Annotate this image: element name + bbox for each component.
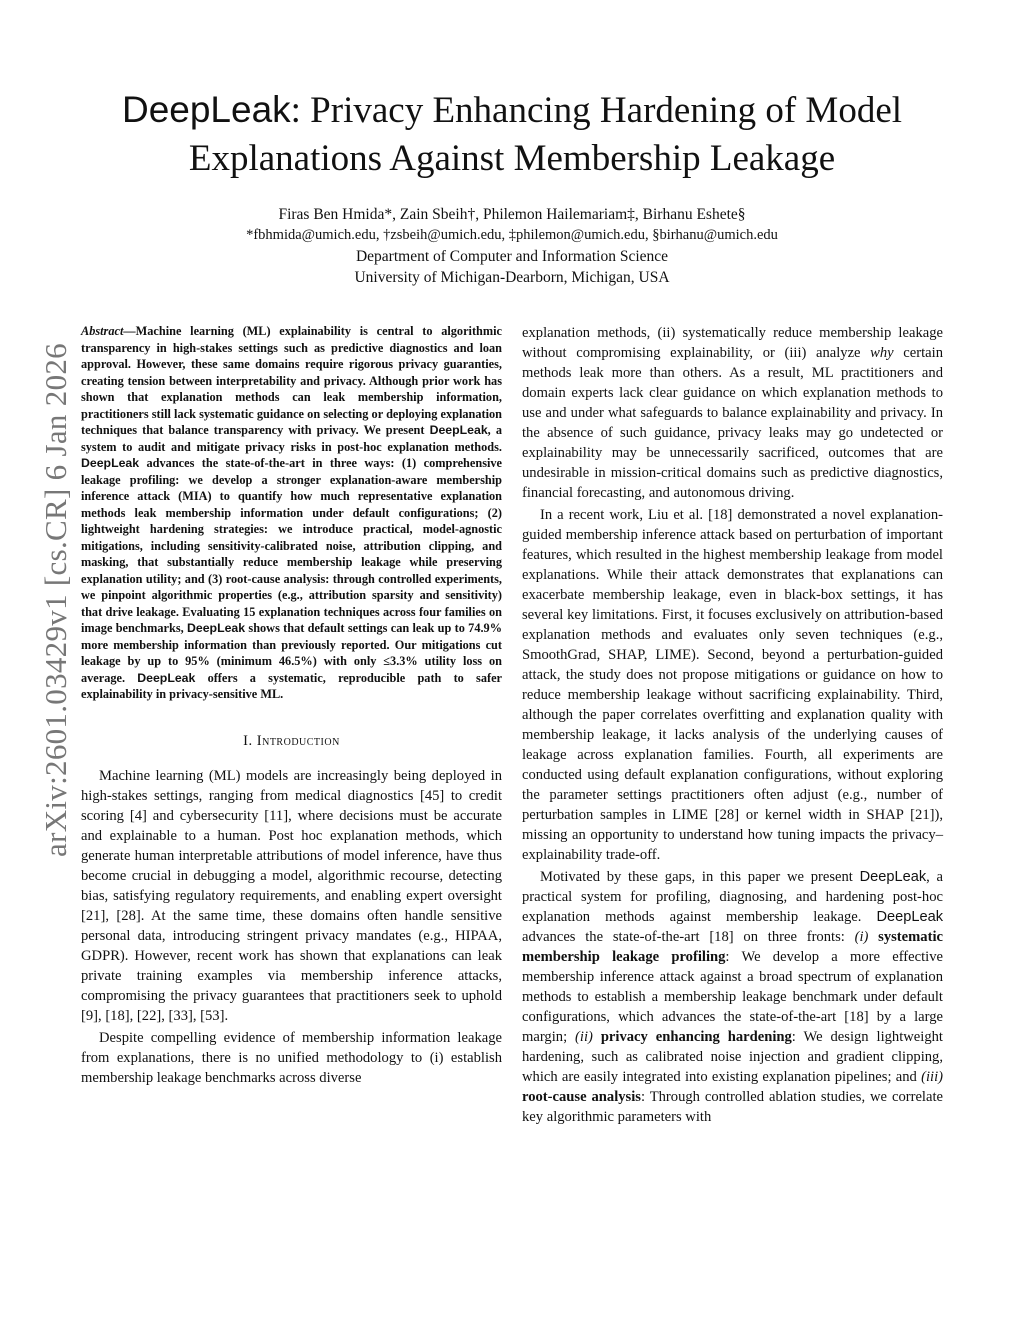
right-column — [522, 323, 943, 1127]
right-paragraph-1 — [522, 323, 943, 503]
arxiv-identifier-stamp: arXiv:2601.03429v1 [cs.CR] 6 Jan 2026 — [38, 343, 73, 857]
title-system-name: DeepLeak — [121, 89, 291, 130]
right-p3-text-d: : We develop a more effective membership inference attack against a broad spectrum of explanation methods to establish a membership leakage benchmark under default configurations, which advances the state-of-the-art [18] by a large margin; — [522, 949, 943, 1045]
abstract-label: Abstract— — [81, 324, 136, 338]
title-line2: Explanations Against Membership Leakage — [188, 138, 836, 179]
right-p1-emph: why — [870, 345, 894, 361]
right-p3-bold-1: systematic membership leakage profiling — [522, 929, 943, 965]
title-line1: : Privacy Enhancing Hardening of Model — [290, 90, 903, 131]
right-p3-text-b: , a practical system for profiling, diagnosing, and hardening post-hoc explanation methods against membership leakage. — [522, 869, 943, 925]
right-p3-bold-2: privacy enhancing hardening — [600, 1029, 792, 1045]
abstract-system-name: DeepLeak — [429, 423, 488, 437]
paper-title — [60, 86, 964, 183]
abstract-system-name: DeepLeak — [81, 456, 140, 470]
author-list: Firas Ben Hmida*, Zain Sbeih†, Philemon Hailemariam‡, Birhanu Eshete§ — [278, 206, 746, 223]
abstract-text-5: offers a systematic, reproducible path to safer explainability in privacy-sensitive ML. — [81, 670, 502, 701]
right-p3-system-name: DeepLeak — [859, 869, 927, 885]
affiliation-university: University of Michigan-Dearborn, Michigan, USA — [354, 269, 670, 286]
abstract-text-2: , a system to audit and mitigate privacy risks in post-hoc explanation methods. — [81, 423, 502, 454]
right-p3-text-e: : We design lightweight hardening, such as calibrated noise injection and gradient clipping, which are easily integrated into existing explanation pipelines; and — [522, 1029, 943, 1085]
right-p3-enum-3: (iii) — [921, 1069, 943, 1085]
abstract-text-3: advances the state-of-the-art in three ways: (1) comprehensive leakage profiling: we develop a stronger explanation-aware membership inference attack (MIA) to quantify how much representative explanation methods leak membership information under default configurations; (2) lightweight hardening strategies: we introduce practical, model-agnostic mitigations, including sensitivity-calibrated noise, attribution clipping, and masking, that substantially reduce membership leakage while preserving explanation utility; and (3) root-cause analysis: through controlled experiments, we pinpoint algorithmic properties (e.g., attribution sparsity and sensitivity) that drive leakage. Evaluating 15 explanation techniques across four families on image benchmarks, — [81, 456, 502, 635]
section-number: I. — [243, 732, 257, 749]
left-column — [81, 323, 502, 1088]
right-p1-text-a: explanation methods, (ii) systematically reduce membership leakage without compromising explainability, or (iii) analyze — [522, 325, 943, 361]
right-p3-enum-2: (ii) — [575, 1029, 593, 1045]
right-paragraph-2: In a recent work, Liu et al. [18] demonstrated a novel explanation-guided membership inference attack based on perturbation of important features, which resulted in the highest membership leakage from model explanations. While their attack demonstrates that explanations can exacerbate membership leakage, even in black-box settings, it has several key limitations. First, it focuses exclusively on attribution-based explanation methods and evaluates only seven techniques (e.g., SmoothGrad, SHAP, LIME). Second, beyond a perturbation-guided attack, the study does not propose mitigations or guidance on how to reduce membership leakage without sacrificing explainability. Third, although the paper correlates overfitting and explanation quality with membership leakage, it lacks analysis of the underlying causes of leakage across explanation families. Fourth, all experiments are conducted using default explanation configurations, without exploring the parameter settings practitioners often adjust (e.g., number of perturbation samples in LIME [28] or kernel width in SHAP [21]), missing an opportunity to understand how tuning impacts the privacy–explainability trade-off. — [522, 507, 943, 863]
author-emails: *fbhmida@umich.edu, †zsbeih@umich.edu, ‡philemon@umich.edu, §birhanu@umich.edu — [246, 227, 778, 243]
right-p3-text-c: advances the state-of-the-art [18] on three fronts: — [522, 929, 855, 945]
section-title: Introduction — [256, 732, 340, 749]
right-p3-system-name-2: DeepLeak — [876, 909, 943, 925]
intro-paragraph-2: Despite compelling evidence of membership information leakage from explanations, there is no unified methodology to (i) establish membership leakage benchmarks across diverse — [81, 1029, 502, 1086]
right-p3-text-a: Motivated by these gaps, in this paper we present — [540, 869, 860, 885]
right-p3-bold-3: root-cause analysis — [522, 1089, 641, 1105]
right-p1-text-b: certain methods leak more than others. As a result, ML practitioners and domain experts lack clear guidance on which explanation methods to use and under what safeguards to balance explainability and privacy. In the absence of such guidance, privacy leaks may go undetected or explainability may be unnecessarily sacrificed, outcomes that are undesirable in mission-critical domains such as predictive diagnostics, financial forecasting, and autonomous driving. — [522, 345, 943, 501]
affiliation-department: Department of Computer and Information Science — [355, 248, 669, 265]
abstract-text-4: shows that default settings can leak up to 74.9% more membership information than previously reported. Our mitigations cut leakage by up to 95% (minimum 46.5%) with only ≤3.3% utility loss on average. — [81, 621, 502, 685]
abstract-text-1: Machine learning (ML) explainability is central to algorithmic transparency in high-stakes settings such as predictive diagnostics and loan approval. However, these same domains require rigorous privacy guaranties, creating tension between interpretability and privacy. Although prior work has shown that explanation methods can leak membership information, practitioners still lack systematic guidance on selecting or deploying explanation techniques that balance transparency with privacy. We present — [81, 324, 502, 437]
right-paragraph-3 — [522, 867, 943, 1127]
abstract-system-name: DeepLeak — [187, 621, 246, 635]
abstract-system-name: DeepLeak — [137, 670, 196, 685]
section-heading — [81, 733, 502, 750]
abstract — [81, 323, 502, 703]
right-p3-text-f: : Through controlled ablation studies, we correlate key algorithmic parameters with — [522, 1089, 943, 1125]
intro-paragraph-1: Machine learning (ML) models are increasingly being deployed in high-stakes settings, ranging from medical diagnostics [45] to credit scoring [4] and cybersecurity [11], where decisions must be accurate and explainable to a human. Post hoc explanation methods, which generate human interpretable attributions of model inference, have thus become crucial in debugging a model, algorithmic recourse, detecting bias, satisfying regulatory requirements, and enabling expert oversight [21], [28]. At the same time, these domains often handle sensitive personal data, introducing stringent privacy mandates (e.g., HIPAA, GDPR). However, recent work has shown that explanations can leak private training examples via membership inference attacks, compromising the privacy guarantees that practitioners seek to uphold [9], [18], [22], [33], [53]. — [81, 767, 502, 1024]
right-p3-enum-1: (i) — [854, 929, 869, 945]
